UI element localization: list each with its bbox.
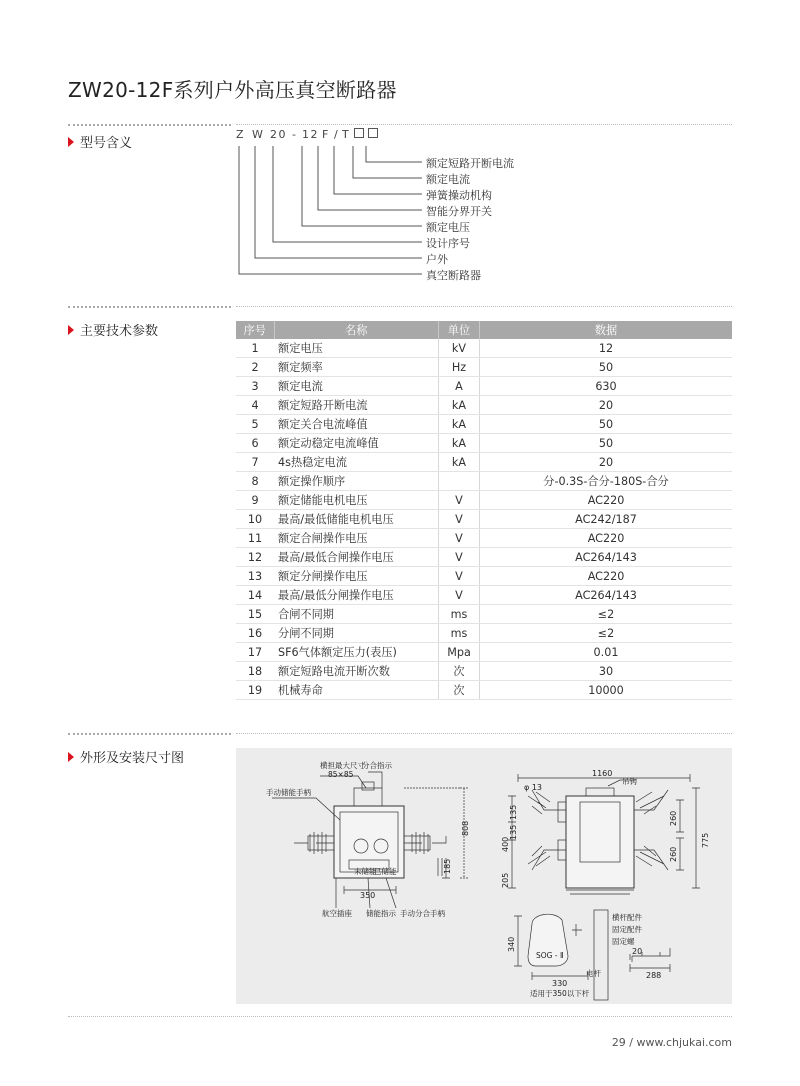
dim-340: 340 [507,936,516,952]
cell-name: 额定合闸操作电压 [274,529,439,548]
cell-value: 分-0.3S-合分-180S-合分 [480,472,733,491]
label-bracket-parts: 横杆配件 [612,913,642,922]
cell-unit: A [439,377,480,396]
label-handle-max: 横担最大尺寸 [320,761,365,770]
table-row [236,681,732,700]
cell-no: 4 [236,396,274,415]
label-manual-charge-handle: 手动储能手柄 [266,788,311,797]
cell-unit: Hz [439,358,480,377]
cell-name: 额定分闸操作电压 [274,567,439,586]
cell-no: 19 [236,681,274,700]
terminal-post [438,858,442,876]
model-section-heading [68,132,132,151]
cell-unit: V [439,510,480,529]
label-manual-open-close-handle: 手动分合手柄 [400,909,445,918]
side-mount [558,802,566,822]
cell-unit: 次 [439,681,480,700]
cell-name: 4s热稳定电流 [274,453,439,472]
meaning-label: 额定电压 [426,221,470,234]
cell-name: 额定短路电流开断次数 [274,662,439,681]
cell-value: 12 [480,339,733,358]
cell-no: 10 [236,510,274,529]
cell-unit [439,472,480,491]
cell-unit: Mpa [439,643,480,662]
code-part: - [292,128,298,141]
cell-name: 最高/最低储能电机电压 [274,510,439,529]
column-header: 名称 [274,321,439,339]
drawing-section-heading [68,747,184,766]
side-base [566,890,634,894]
cell-unit: kA [439,396,480,415]
code-part: 12 [302,128,319,141]
cell-value: 50 [480,415,733,434]
page-title: ZW20-12F系列户外高压真空断路器 [68,78,397,102]
dim-288: 288 [646,971,662,980]
dim-1160: 1160 [592,769,613,778]
pole [594,910,608,1000]
cell-name: 机械寿命 [274,681,439,700]
label-charge-indicator: 储能指示 [366,909,396,918]
cell-name: 额定操作顺序 [274,472,439,491]
label-front-1: 未储能 [354,867,377,876]
cell-value: 20 [480,396,733,415]
column-header: 序号 [236,321,274,339]
code-part: F [322,128,330,141]
label-pole-note: 适用于350以下杆 [530,989,590,998]
cell-name: 分闸不同期 [274,624,439,643]
lifting-eye [586,788,614,796]
cell-value: 0.01 [480,643,733,662]
code-part: Z [236,128,246,141]
cell-no: 12 [236,548,274,567]
cell-name: 合闸不同期 [274,605,439,624]
leader-indicator [368,772,382,788]
table-row [236,339,732,358]
chevron-right-icon [68,752,74,762]
dim-135a: 135 [509,804,518,820]
page-footer: 29 / www.chjukai.com [611,1036,732,1049]
table-row [236,529,732,548]
column-header: 单位 [439,321,480,339]
cell-value: 30 [480,662,733,681]
meaning-label: 弹簧操动机构 [426,189,492,202]
section-rule [68,306,231,308]
table-row [236,548,732,567]
dim-135b: 135 [509,824,518,840]
cell-no: 1 [236,339,274,358]
label-aviation-plug: 航空插座 [322,909,352,918]
cell-value: 10000 [480,681,733,700]
cell-value: AC242/187 [480,510,733,529]
cell-name: 额定储能电机电压 [274,491,439,510]
chevron-right-icon [68,137,74,147]
cell-value: AC220 [480,529,733,548]
model-section-title: 型号含义 [80,136,133,151]
section-rule [236,124,732,125]
drawing-section-title: 外形及安装尺寸图 [80,751,185,766]
leader-op-handle [386,878,396,908]
dimension-drawing [236,748,732,1004]
dim-330: 330 [552,979,568,988]
cell-unit: kA [439,453,480,472]
meaning-label: 额定电流 [426,173,470,186]
cell-unit: V [439,548,480,567]
cell-value: 50 [480,434,733,453]
table-row [236,662,732,681]
spec-section-heading [68,320,158,339]
label-handle-size: 85×85 [328,770,354,779]
leader-line [334,146,422,194]
cell-unit: V [439,491,480,510]
label-pole: 电杆 [586,969,601,978]
table-row [236,491,732,510]
cell-unit: V [439,567,480,586]
code-part: W [252,128,265,141]
section-rule [236,306,732,307]
cell-value: ≤2 [480,605,733,624]
table-row [236,453,732,472]
cell-name: 额定动稳定电流峰值 [274,434,439,453]
code-part: 20 [270,128,287,141]
cell-unit: kA [439,415,480,434]
label-sog: SOG - Ⅱ [536,951,564,960]
meaning-label: 真空断路器 [426,269,481,282]
cell-no: 16 [236,624,274,643]
cell-no: 6 [236,434,274,453]
table-row [236,643,732,662]
table-row [236,434,732,453]
dim-185: 185 [443,858,452,874]
cell-name: 最高/最低合闸操作电压 [274,548,439,567]
table-row [236,586,732,605]
cell-value: 20 [480,453,733,472]
cell-no: 2 [236,358,274,377]
cell-name: 额定频率 [274,358,439,377]
cell-value: AC220 [480,491,733,510]
spec-table [236,321,732,700]
dim-775: 775 [701,832,710,848]
cell-unit: ms [439,624,480,643]
dim-400: 400 [501,836,510,852]
section-rule [236,733,732,734]
sog-clamp [572,924,582,936]
table-row [236,472,732,491]
code-part: T [342,128,351,141]
model-leader-lines [230,128,550,288]
spec-section-title: 主要技术参数 [80,324,159,339]
cell-no: 17 [236,643,274,662]
cell-name: 最高/最低分闸操作电压 [274,586,439,605]
table-row [236,605,732,624]
dim-350: 350 [360,891,376,900]
dim-808: 808 [461,820,470,836]
cell-name: 额定电压 [274,339,439,358]
label-open-close-indicator: 分合指示 [362,761,392,770]
cell-unit: V [439,529,480,548]
top-bracket [354,788,382,806]
cell-value: AC264/143 [480,548,733,567]
leader-line [366,146,422,162]
dim-260a: 260 [669,810,678,826]
leader-line [255,146,422,258]
meaning-label: 额定短路开断电流 [426,157,514,170]
dim-260b: 260 [669,846,678,862]
footer-rule [68,1016,732,1017]
meaning-label: 智能分界开关 [426,205,492,218]
dim-13: φ 13 [524,783,542,792]
cell-no: 15 [236,605,274,624]
cell-no: 7 [236,453,274,472]
cell-no: 13 [236,567,274,586]
cell-value: 630 [480,377,733,396]
table-row [236,415,732,434]
model-code-diagram [230,128,550,288]
cell-no: 14 [236,586,274,605]
cell-no: 9 [236,491,274,510]
cell-unit: 次 [439,662,480,681]
cell-unit: V [439,586,480,605]
cell-unit: ms [439,605,480,624]
table-row [236,396,732,415]
section-rule [68,124,231,126]
cell-no: 18 [236,662,274,681]
section-rule [68,733,231,735]
label-fixing2: 固定螺 [612,937,635,946]
cell-name: 额定短路开断电流 [274,396,439,415]
cell-value: ≤2 [480,624,733,643]
cell-no: 5 [236,415,274,434]
label-fixing: 固定配件 [612,925,642,934]
code-part: / [334,128,340,141]
cell-no: 8 [236,472,274,491]
table-row [236,358,732,377]
chevron-right-icon [68,325,74,335]
leader-charge-handle [272,798,340,820]
meaning-label: 户外 [426,253,448,266]
dimension-drawing-svg [236,748,732,1004]
table-row [236,567,732,586]
cell-name: SF6气体额定压力(表压) [274,643,439,662]
side-body [566,796,634,888]
cell-unit: kV [439,339,480,358]
label-lifting: 吊钩 [622,777,637,786]
cell-name: 额定关合电流峰值 [274,415,439,434]
top-terminal [362,782,374,790]
dim-205: 205 [501,872,510,888]
cell-no: 11 [236,529,274,548]
label-front-2: 已储能 [374,867,397,876]
column-header: 数据 [480,321,733,339]
leader-line [302,146,422,226]
table-row [236,510,732,529]
cell-no: 3 [236,377,274,396]
dim-line-808 [404,788,468,878]
cell-name: 额定电流 [274,377,439,396]
cell-value: 50 [480,358,733,377]
table-header-row [236,321,732,339]
cell-unit: kA [439,434,480,453]
meaning-label: 设计序号 [426,237,470,250]
table-row [236,377,732,396]
dim-20: 20 [632,947,643,956]
cell-value: AC220 [480,567,733,586]
dim-line-775 [692,788,700,888]
cell-value: AC264/143 [480,586,733,605]
table-row [236,624,732,643]
